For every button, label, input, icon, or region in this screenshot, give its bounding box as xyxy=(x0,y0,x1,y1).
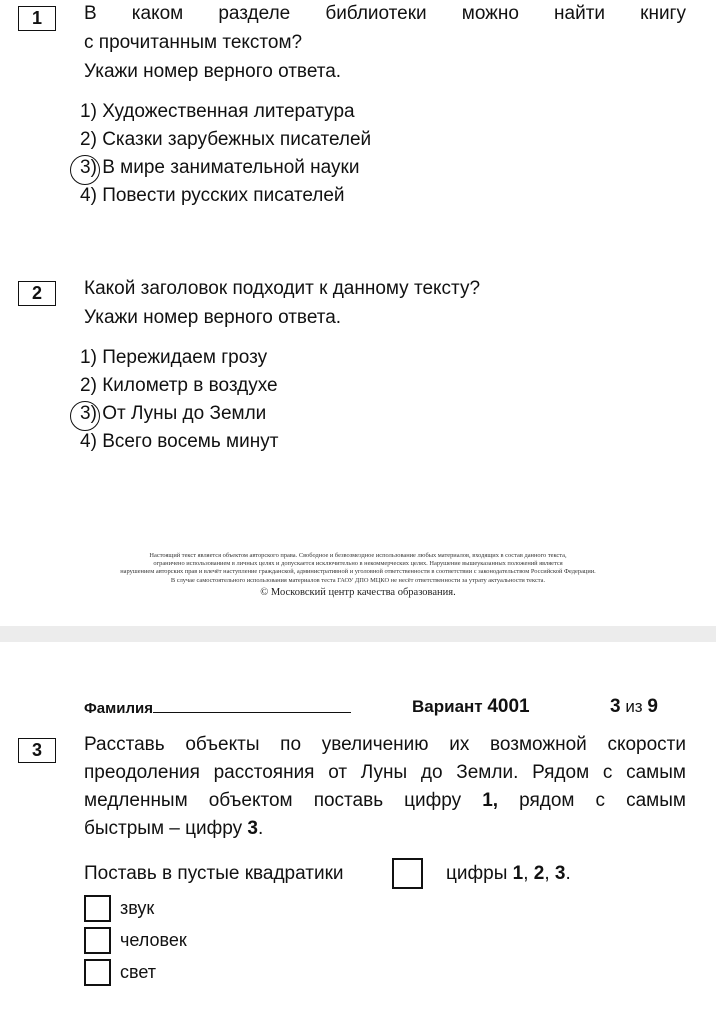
task1-option-2[interactable] xyxy=(80,126,371,154)
option-text: Повести русских писателей xyxy=(102,185,345,206)
option-number: 4) xyxy=(80,185,97,206)
digit: 1 xyxy=(512,863,524,884)
variant-number: 4001 xyxy=(487,696,530,717)
page-bottom xyxy=(0,642,716,1024)
task3-line2 xyxy=(84,759,686,788)
task2-question: Какой заголовок подходит к данному тексту? xyxy=(84,278,481,299)
word: скорости xyxy=(607,734,686,755)
digit: 2 xyxy=(533,863,545,884)
option-text: Пережидаем грозу xyxy=(102,347,268,368)
word: увеличению xyxy=(321,734,429,755)
task2-option-3[interactable] xyxy=(80,400,266,428)
word: объекты xyxy=(185,734,260,755)
option-text: Километр в воздухе xyxy=(102,375,278,396)
line4-text: быстрым – цифру xyxy=(84,818,248,839)
task3-instruction-after: цифры 1, 2, 3. xyxy=(446,863,571,884)
word: цифру xyxy=(404,790,462,811)
task3-line3 xyxy=(84,787,686,816)
page-separator xyxy=(0,626,716,642)
task1-question-line2: с прочитанным текстом? xyxy=(84,32,303,53)
word: можно xyxy=(461,3,519,24)
task3-line4 xyxy=(84,815,263,844)
item-label: свет xyxy=(120,962,157,982)
footer-copyright: © Московский центр качества образования. xyxy=(260,586,456,598)
task1-option-3[interactable] xyxy=(80,154,359,182)
task-number-box: 3 xyxy=(18,738,56,763)
word: поставь xyxy=(313,790,384,811)
option-text: От Луны до Земли xyxy=(102,403,267,424)
option-number: 2) xyxy=(80,375,97,396)
word: Земли. xyxy=(456,762,519,783)
surname-label: Фамилия xyxy=(84,700,153,717)
word: объектом xyxy=(208,790,293,811)
option-number: 3) xyxy=(80,157,97,178)
footer-line: ограничено использованием в личных целях и допускается исключительно в некоммерческих целях. Нарушение вышеуказанных положений является xyxy=(153,560,563,568)
word: с xyxy=(602,762,613,783)
task-number-box: 2 xyxy=(18,281,56,306)
option-number: 1) xyxy=(80,347,97,368)
task1-option-4[interactable] xyxy=(80,182,345,210)
answer-circle-mark xyxy=(70,155,100,185)
page-current: 3 xyxy=(610,696,621,717)
example-checkbox xyxy=(392,858,423,889)
task2-option-2[interactable] xyxy=(80,372,278,400)
word: каком xyxy=(131,3,184,24)
word: по xyxy=(280,734,302,755)
word: Рядом xyxy=(532,762,590,783)
word: В xyxy=(84,3,97,24)
task2-instruction: Укажи номер верного ответа. xyxy=(84,307,342,328)
footer-line: В случае самостоятельного использования материалов теста ГАОУ ДПО МЦКО не несёт ответственности за утрату актуальности текста. xyxy=(170,576,546,584)
item-label: звук xyxy=(120,898,155,918)
word: с xyxy=(595,790,606,811)
word: Расставь xyxy=(84,734,165,755)
digit: 3 xyxy=(554,863,566,884)
word: самым xyxy=(626,790,686,811)
footer-line: нарушением авторских прав и влечёт наступление гражданской, административной и уголовной ответственности в соответствии с законодательством Российской Федерации. xyxy=(120,568,596,576)
word: от xyxy=(328,762,348,783)
option-text: В мире занимательной науки xyxy=(102,157,360,178)
task1-option-1[interactable] xyxy=(80,98,355,126)
option-text: Всего восемь минут xyxy=(102,431,279,452)
answer-circle-mark xyxy=(70,401,100,431)
task1-question-line1 xyxy=(84,0,686,29)
line4-end: . xyxy=(258,818,264,839)
task2-option-4[interactable] xyxy=(80,428,278,456)
task2-option-1[interactable] xyxy=(80,344,267,372)
word: медленным xyxy=(84,790,188,811)
page-of: из xyxy=(625,697,643,716)
answer-checkbox-human[interactable] xyxy=(84,927,111,954)
option-number: 4) xyxy=(80,431,97,452)
word: их xyxy=(449,734,470,755)
word: преодоления xyxy=(84,762,200,783)
instruction-text: цифры xyxy=(446,863,513,884)
variant-text: Вариант xyxy=(412,697,483,716)
task3-line1 xyxy=(84,731,686,760)
option-text: Художественная литература xyxy=(102,101,355,122)
task-number-box: 1 xyxy=(18,6,56,31)
word: 1, xyxy=(482,790,499,811)
footer-line: Настоящий текст является объектом авторского права. Свободное и безвозмездное использование любых материалов, входящих в состав данного текста, xyxy=(149,552,567,559)
task1-instruction: Укажи номер верного ответа. xyxy=(84,61,342,82)
word: возможной xyxy=(490,734,587,755)
option-number: 2) xyxy=(80,129,97,150)
word: Луны xyxy=(360,762,408,783)
word: библиотеки xyxy=(325,3,427,24)
option-number: 1) xyxy=(80,101,97,122)
word: найти xyxy=(554,3,606,24)
answer-checkbox-light[interactable] xyxy=(84,959,111,986)
word: самым xyxy=(626,762,686,783)
word: разделе xyxy=(218,3,291,24)
line4-bold: 3 xyxy=(247,818,258,839)
task3-instruction-before: Поставь в пустые квадратики xyxy=(84,863,344,884)
variant-label xyxy=(412,696,530,718)
copyright-footer xyxy=(0,552,716,599)
word: рядом xyxy=(519,790,575,811)
page-total: 9 xyxy=(647,696,658,717)
word: до xyxy=(420,762,443,783)
option-text: Сказки зарубежных писателей xyxy=(102,129,372,150)
word: книгу xyxy=(640,3,686,24)
item-label: человек xyxy=(120,930,187,950)
word: расстояния xyxy=(213,762,315,783)
answer-checkbox-sound[interactable] xyxy=(84,895,111,922)
option-number: 3) xyxy=(80,403,97,424)
page-counter xyxy=(610,696,658,718)
surname-underline xyxy=(153,698,351,713)
surname-field[interactable] xyxy=(84,698,351,717)
